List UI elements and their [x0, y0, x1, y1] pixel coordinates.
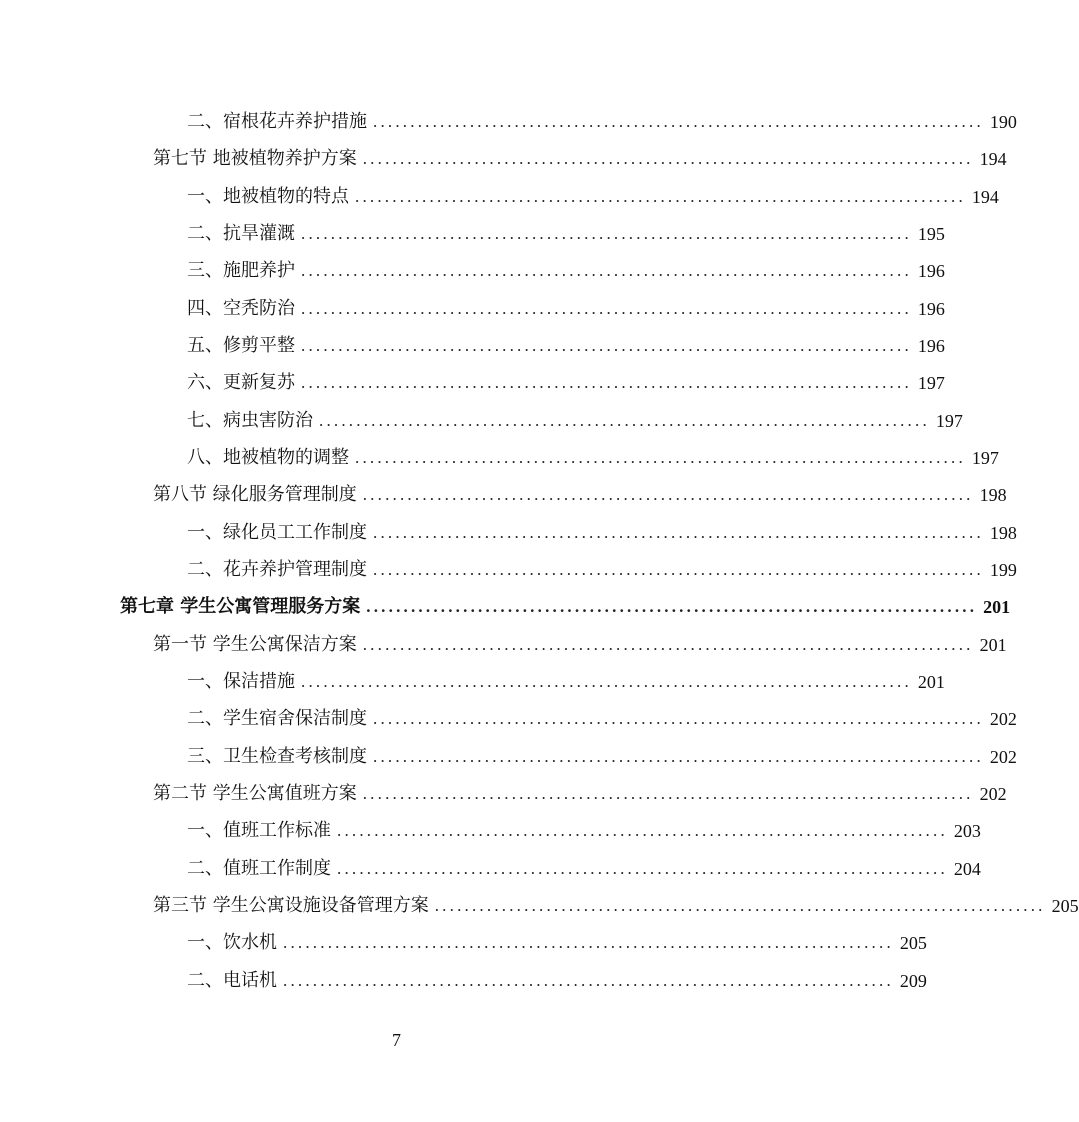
toc-entry-title: 第一节 学生公寓保洁方案 [153, 634, 357, 655]
dot-leader: .................................................................................. [366, 597, 978, 616]
toc-entry[interactable] [187, 327, 945, 357]
toc-entry-page: 197 [935, 411, 963, 431]
toc-entry-title: 第二节 学生公寓值班方案 [153, 783, 357, 804]
dot-leader: .................................................................................. [434, 896, 1046, 915]
toc-entry-page: 202 [989, 747, 1017, 767]
toc-entry-page: 194 [971, 187, 999, 207]
toc-entry[interactable] [153, 626, 1007, 656]
toc-chapter-entry[interactable] [120, 588, 1011, 618]
toc-entry-title: 二、值班工作制度 [187, 858, 331, 879]
dot-leader: .................................................................................. [373, 709, 984, 728]
toc-entry-title: 二、花卉养护管理制度 [187, 559, 367, 580]
dot-leader: .................................................................................. [337, 821, 948, 840]
toc-entry-page: 201 [983, 597, 1011, 617]
toc-entry-page: 190 [989, 112, 1017, 132]
toc-entry[interactable] [187, 551, 1017, 581]
toc-entry[interactable] [187, 439, 999, 469]
toc-entry[interactable] [187, 178, 999, 208]
toc-entry[interactable] [187, 402, 963, 432]
toc-entry-page: 205 [899, 933, 927, 953]
toc-entry-title: 第八节 绿化服务管理制度 [153, 484, 357, 505]
dot-leader: .................................................................................. [283, 933, 894, 952]
toc-entry-page: 202 [989, 709, 1017, 729]
toc-entry-page: 204 [953, 859, 981, 879]
dot-leader: .................................................................................. [301, 672, 912, 691]
dot-leader: .................................................................................. [373, 523, 984, 542]
toc-entry[interactable] [153, 140, 1007, 170]
toc-entry-page: 203 [953, 821, 981, 841]
toc-entry-page: 201 [979, 635, 1007, 655]
toc-entry[interactable] [187, 700, 1017, 730]
toc-entry-title: 一、保洁措施 [187, 671, 295, 692]
toc-entry-title: 一、饮水机 [187, 932, 277, 953]
toc-entry-page: 209 [899, 971, 927, 991]
toc-entry-page: 201 [917, 672, 945, 692]
dot-leader: .................................................................................. [355, 187, 966, 206]
toc-entry-page: 198 [989, 523, 1017, 543]
toc-entry-page: 197 [971, 448, 999, 468]
toc-entry-title: 二、抗旱灌溉 [187, 223, 295, 244]
dot-leader: .................................................................................. [337, 859, 948, 878]
toc-entry[interactable] [153, 887, 1079, 917]
toc-entry[interactable] [187, 103, 1017, 133]
toc-entry[interactable] [187, 514, 1017, 544]
toc-entry-page: 196 [917, 261, 945, 281]
toc-entry-page: 198 [979, 485, 1007, 505]
toc-entry-title: 第七节 地被植物养护方案 [153, 148, 357, 169]
dot-leader: .................................................................................. [362, 149, 974, 168]
toc-entry-page: 194 [979, 149, 1007, 169]
toc-entry[interactable] [187, 290, 945, 320]
toc-entry-title: 七、病虫害防治 [187, 410, 313, 431]
toc-entry[interactable] [187, 252, 945, 282]
toc-entry[interactable] [153, 476, 1007, 506]
toc-entry-title: 五、修剪平整 [187, 335, 295, 356]
toc-entry-title: 第七章 学生公寓管理服务方案 [120, 596, 361, 617]
toc-entry-title: 三、施肥养护 [187, 260, 295, 281]
dot-leader: .................................................................................. [283, 971, 894, 990]
dot-leader: .................................................................................. [362, 485, 974, 504]
page-number: 7 [392, 1030, 401, 1050]
toc-entry-title: 二、宿根花卉养护措施 [187, 111, 367, 132]
toc-entry-title: 一、地被植物的特点 [187, 186, 349, 207]
dot-leader: .................................................................................. [301, 336, 912, 355]
toc-entry-page: 196 [917, 336, 945, 356]
dot-leader: .................................................................................. [301, 224, 912, 243]
toc-entry[interactable] [187, 962, 927, 992]
toc-entry-title: 一、绿化员工工作制度 [187, 522, 367, 543]
toc-entry-page: 195 [917, 224, 945, 244]
toc-entry[interactable] [187, 850, 981, 880]
toc-entry[interactable] [187, 364, 945, 394]
toc-entry[interactable] [153, 775, 1007, 805]
toc-entry-page: 197 [917, 373, 945, 393]
toc-entry-title: 一、值班工作标准 [187, 820, 331, 841]
toc-entry-page: 202 [979, 784, 1007, 804]
toc-entry-title: 第三节 学生公寓设施设备管理方案 [153, 895, 429, 916]
toc-entry-title: 四、空秃防治 [187, 298, 295, 319]
dot-leader: .................................................................................. [301, 299, 912, 318]
toc-entry-title: 二、学生宿舍保洁制度 [187, 708, 367, 729]
toc-entry-title: 八、地被植物的调整 [187, 447, 349, 468]
dot-leader: .................................................................................. [362, 635, 974, 654]
dot-leader: .................................................................................. [373, 747, 984, 766]
dot-leader: .................................................................................. [355, 448, 966, 467]
toc-entry-title: 三、卫生检查考核制度 [187, 746, 367, 767]
toc-entry[interactable] [187, 812, 981, 842]
dot-leader: .................................................................................. [301, 373, 912, 392]
toc-entry-title: 六、更新复苏 [187, 372, 295, 393]
toc-entry-page: 196 [917, 299, 945, 319]
dot-leader: .................................................................................. [373, 112, 984, 131]
toc-entry[interactable] [187, 215, 945, 245]
toc-entry-page: 199 [989, 560, 1017, 580]
toc-entry[interactable] [187, 738, 1017, 768]
dot-leader: .................................................................................. [319, 411, 930, 430]
toc-entry-title: 二、电话机 [187, 970, 277, 991]
dot-leader: .................................................................................. [373, 560, 984, 579]
dot-leader: .................................................................................. [362, 784, 974, 803]
dot-leader: .................................................................................. [301, 261, 912, 280]
toc-entry[interactable] [187, 924, 927, 954]
toc-entry[interactable] [187, 663, 945, 693]
toc-entry-page: 205 [1051, 896, 1079, 916]
